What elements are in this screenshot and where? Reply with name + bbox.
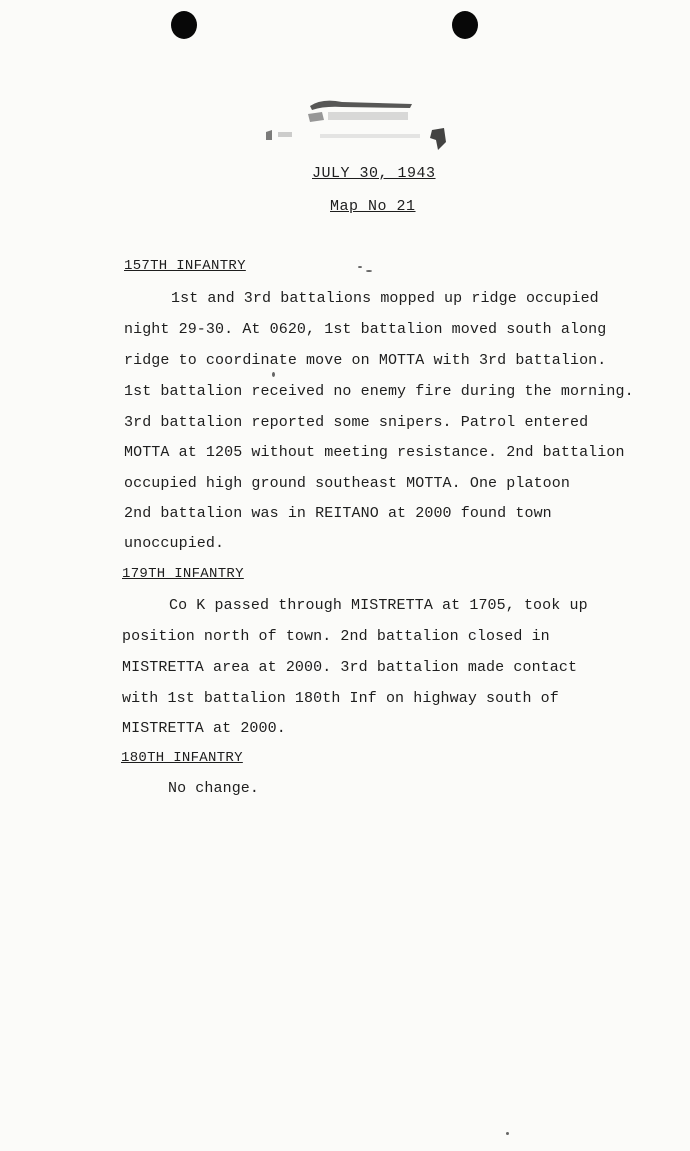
scan-speck: [272, 372, 275, 377]
paragraph-line: ridge to coordinate move on MOTTA with 3rd battalion.: [124, 352, 607, 369]
section-heading-180th: 180TH INFANTRY: [121, 750, 243, 766]
paragraph-line: unoccupied.: [124, 535, 225, 552]
scan-speck: [358, 266, 362, 268]
paragraph-line: night 29-30. At 0620, 1st battalion moved south along: [124, 321, 607, 338]
paragraph-line: 1st battalion received no enemy fire during the morning.: [124, 383, 634, 400]
scan-speck: [366, 270, 372, 272]
document-date: JULY 30, 1943: [312, 165, 436, 182]
paragraph-line: MOTTA at 1205 without meeting resistance. 2nd battalion: [124, 444, 625, 461]
section-heading-179th: 179TH INFANTRY: [122, 566, 244, 582]
map-number: Map No 21: [330, 198, 416, 215]
paragraph-line: with 1st battalion 180th Inf on highway south of: [122, 690, 559, 707]
paragraph-line: No change.: [168, 780, 260, 797]
paragraph-line: Co K passed through MISTRETTA at 1705, took up: [169, 597, 588, 614]
paragraph-line: position north of town. 2nd battalion closed in: [122, 628, 550, 645]
paragraph-line: 3rd battalion reported some snipers. Patrol entered: [124, 414, 589, 431]
paragraph-line: 1st and 3rd battalions mopped up ridge occupied: [171, 290, 599, 307]
section-heading-157th: 157TH INFANTRY: [124, 258, 246, 274]
faded-classification-stamp: [262, 92, 462, 162]
paragraph-line: MISTRETTA at 2000.: [122, 720, 286, 737]
paragraph-line: MISTRETTA area at 2000. 3rd battalion made contact: [122, 659, 578, 676]
punch-hole-right: [452, 11, 478, 39]
paragraph-line: 2nd battalion was in REITANO at 2000 found town: [124, 505, 552, 522]
punch-hole-left: [171, 11, 197, 39]
paragraph-line: occupied high ground southeast MOTTA. One platoon: [124, 475, 570, 492]
scan-speck: [506, 1132, 509, 1135]
